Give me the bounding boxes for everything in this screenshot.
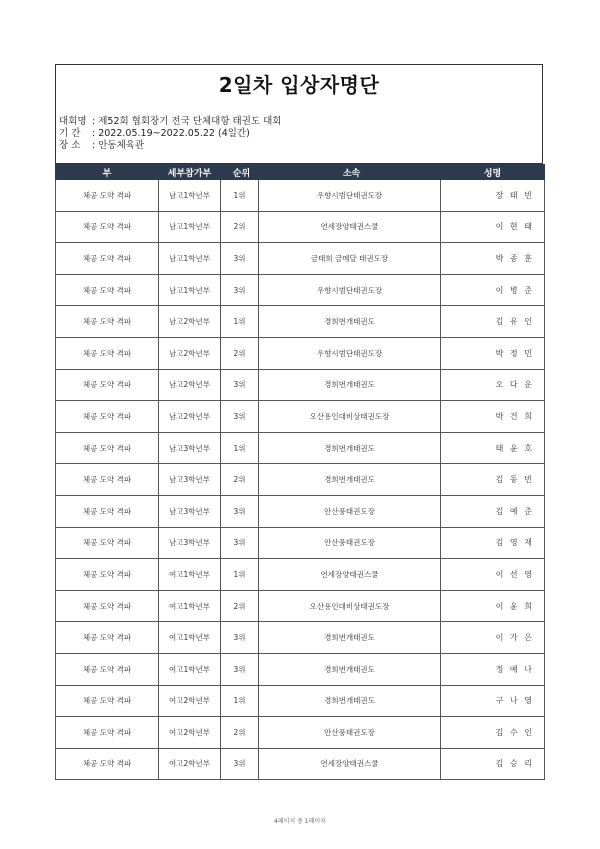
table-row	[56, 432, 545, 464]
cell-rank: 3위	[221, 243, 259, 275]
cell-spacer	[441, 243, 486, 275]
page-title: 2일차 입상자명단	[218, 73, 380, 97]
document-header-box	[55, 64, 543, 164]
cell-name: 김 수 인	[486, 717, 545, 749]
cell-spacer	[441, 685, 486, 717]
cell-spacer	[441, 401, 486, 433]
table-row	[56, 211, 545, 243]
cell-club: 경희번개태권도	[259, 369, 441, 401]
table-row	[56, 274, 545, 306]
table-row	[56, 559, 545, 591]
cell-spacer	[441, 306, 486, 338]
cell-club: 안산풍태권도장	[259, 717, 441, 749]
cell-name: 태 윤 호	[486, 432, 545, 464]
cell-division: 체공 도약 격파	[56, 748, 159, 780]
cell-club: 연세장양태권스쿨	[259, 559, 441, 591]
cell-division: 체공 도약 격파	[56, 432, 159, 464]
table-row	[56, 685, 545, 717]
period-value: : 2022.05.19~2022.05.22 (4일간)	[92, 128, 250, 139]
table-row	[56, 369, 545, 401]
cell-spacer	[441, 653, 486, 685]
cell-spacer	[441, 622, 486, 654]
cell-rank: 1위	[221, 432, 259, 464]
table-row	[56, 590, 545, 622]
venue-value: : 안동체육관	[92, 140, 145, 151]
cell-club: 연세장양태권스쿨	[259, 211, 441, 243]
table-row	[56, 243, 545, 275]
cell-spacer	[441, 274, 486, 306]
table-row	[56, 527, 545, 559]
cell-section: 남고1학년부	[159, 211, 221, 243]
table-row	[56, 748, 545, 780]
cell-spacer	[441, 590, 486, 622]
cell-section: 남고1학년부	[159, 243, 221, 275]
cell-section: 여고2학년부	[159, 717, 221, 749]
cell-name: 박 종 훈	[486, 243, 545, 275]
cell-club: 우향시범단태권도장	[259, 337, 441, 369]
table-row	[56, 495, 545, 527]
cell-section: 남고2학년부	[159, 401, 221, 433]
cell-section: 남고1학년부	[159, 180, 221, 212]
table-row	[56, 653, 545, 685]
header-rank: 순위	[221, 165, 263, 180]
cell-division: 체공 도약 격파	[56, 559, 159, 591]
cell-section: 남고3학년부	[159, 432, 221, 464]
cell-spacer	[441, 432, 486, 464]
cell-section: 남고1학년부	[159, 274, 221, 306]
cell-division: 체공 도약 격파	[56, 306, 159, 338]
cell-spacer	[441, 211, 486, 243]
cell-rank: 2위	[221, 337, 259, 369]
cell-rank: 2위	[221, 717, 259, 749]
cell-division: 체공 도약 격파	[56, 180, 159, 212]
cell-rank: 2위	[221, 211, 259, 243]
event-info	[59, 116, 281, 128]
cell-spacer	[441, 559, 486, 591]
cell-rank: 3위	[221, 369, 259, 401]
cell-club: 경희번개태권도	[259, 306, 441, 338]
header-club: 소속	[263, 165, 441, 180]
cell-club: 금태희 금메달 태권도장	[259, 243, 441, 275]
venue-key: 장 소	[59, 140, 81, 151]
event-value: : 제52회 협회장기 전국 단체대항 태권도 대회	[92, 116, 282, 127]
cell-division: 체공 도약 격파	[56, 369, 159, 401]
table-row	[56, 622, 545, 654]
cell-name: 이 현 태	[486, 211, 545, 243]
cell-name: 이 병 준	[486, 274, 545, 306]
cell-spacer	[441, 180, 486, 212]
cell-club: 경희번개태권도	[259, 464, 441, 496]
cell-division: 체공 도약 격파	[56, 401, 159, 433]
cell-spacer	[441, 717, 486, 749]
cell-name: 장 태 빈	[486, 180, 545, 212]
cell-name: 박 건 희	[486, 401, 545, 433]
cell-club: 안산풍태권도장	[259, 495, 441, 527]
cell-division: 체공 도약 격파	[56, 464, 159, 496]
cell-name: 구 나 영	[486, 685, 545, 717]
cell-section: 남고2학년부	[159, 337, 221, 369]
cell-section: 여고2학년부	[159, 748, 221, 780]
cell-division: 체공 도약 격파	[56, 337, 159, 369]
cell-name: 이 가 은	[486, 622, 545, 654]
period-key: 기 간	[59, 128, 81, 139]
event-key: 대회명	[59, 116, 87, 127]
cell-division: 체공 도약 격파	[56, 274, 159, 306]
cell-section: 남고2학년부	[159, 369, 221, 401]
cell-division: 체공 도약 격파	[56, 527, 159, 559]
cell-section: 여고1학년부	[159, 559, 221, 591]
cell-club: 경희번개태권도	[259, 685, 441, 717]
cell-rank: 3위	[221, 622, 259, 654]
cell-spacer	[441, 748, 486, 780]
cell-section: 여고1학년부	[159, 622, 221, 654]
table-row	[56, 401, 545, 433]
cell-rank: 1위	[221, 559, 259, 591]
venue-info	[59, 140, 144, 152]
cell-section: 여고1학년부	[159, 653, 221, 685]
cell-section: 남고2학년부	[159, 306, 221, 338]
cell-rank: 1위	[221, 685, 259, 717]
winners-table	[55, 164, 545, 780]
header-section: 세부참가부	[159, 165, 221, 180]
cell-club: 우향시범단태권도장	[259, 274, 441, 306]
cell-club: 오산용인대비상태권도장	[259, 590, 441, 622]
cell-division: 체공 도약 격파	[56, 495, 159, 527]
table-row	[56, 717, 545, 749]
header-name: 성명	[441, 165, 545, 180]
cell-section: 여고1학년부	[159, 590, 221, 622]
cell-rank: 3위	[221, 495, 259, 527]
cell-name: 김 예 준	[486, 495, 545, 527]
cell-spacer	[441, 464, 486, 496]
cell-name: 오 다 운	[486, 369, 545, 401]
cell-section: 여고2학년부	[159, 685, 221, 717]
cell-club: 경희번개태권도	[259, 622, 441, 654]
cell-section: 남고3학년부	[159, 464, 221, 496]
cell-rank: 1위	[221, 306, 259, 338]
cell-rank: 1위	[221, 180, 259, 212]
period-info	[59, 128, 250, 140]
cell-rank: 2위	[221, 590, 259, 622]
cell-rank: 3위	[221, 401, 259, 433]
cell-rank: 3위	[221, 653, 259, 685]
table-row	[56, 464, 545, 496]
table-row	[56, 306, 545, 338]
cell-division: 체공 도약 격파	[56, 653, 159, 685]
cell-division: 체공 도약 격파	[56, 717, 159, 749]
cell-club: 연세장양태권스쿨	[259, 748, 441, 780]
cell-spacer	[441, 495, 486, 527]
cell-division: 체공 도약 격파	[56, 590, 159, 622]
cell-club: 경희번개태권도	[259, 653, 441, 685]
cell-club: 우향시범단태권도장	[259, 180, 441, 212]
cell-rank: 3위	[221, 274, 259, 306]
cell-spacer	[441, 337, 486, 369]
cell-club: 안산풍태권도장	[259, 527, 441, 559]
cell-name: 정 예 나	[486, 653, 545, 685]
page-footer: 4페이지 중 1페이지	[273, 818, 327, 825]
cell-section: 남고3학년부	[159, 495, 221, 527]
cell-club: 오산용인대비상태권도장	[259, 401, 441, 433]
cell-rank: 3위	[221, 527, 259, 559]
cell-rank: 3위	[221, 748, 259, 780]
cell-division: 체공 도약 격파	[56, 243, 159, 275]
cell-section: 남고3학년부	[159, 527, 221, 559]
cell-name: 김 승 리	[486, 748, 545, 780]
table-row	[56, 337, 545, 369]
cell-club: 경희번개태권도	[259, 432, 441, 464]
cell-name: 김 유 인	[486, 306, 545, 338]
table-row	[56, 180, 545, 212]
cell-name: 김 영 재	[486, 527, 545, 559]
header-division: 부	[56, 165, 159, 180]
cell-spacer	[441, 527, 486, 559]
cell-name: 이 선 영	[486, 559, 545, 591]
table-header-row	[56, 165, 545, 180]
cell-name: 이 윤 희	[486, 590, 545, 622]
cell-division: 체공 도약 격파	[56, 622, 159, 654]
cell-division: 체공 도약 격파	[56, 685, 159, 717]
cell-name: 박 정 민	[486, 337, 545, 369]
cell-division: 체공 도약 격파	[56, 211, 159, 243]
cell-spacer	[441, 369, 486, 401]
cell-rank: 2위	[221, 464, 259, 496]
cell-name: 김 동 빈	[486, 464, 545, 496]
